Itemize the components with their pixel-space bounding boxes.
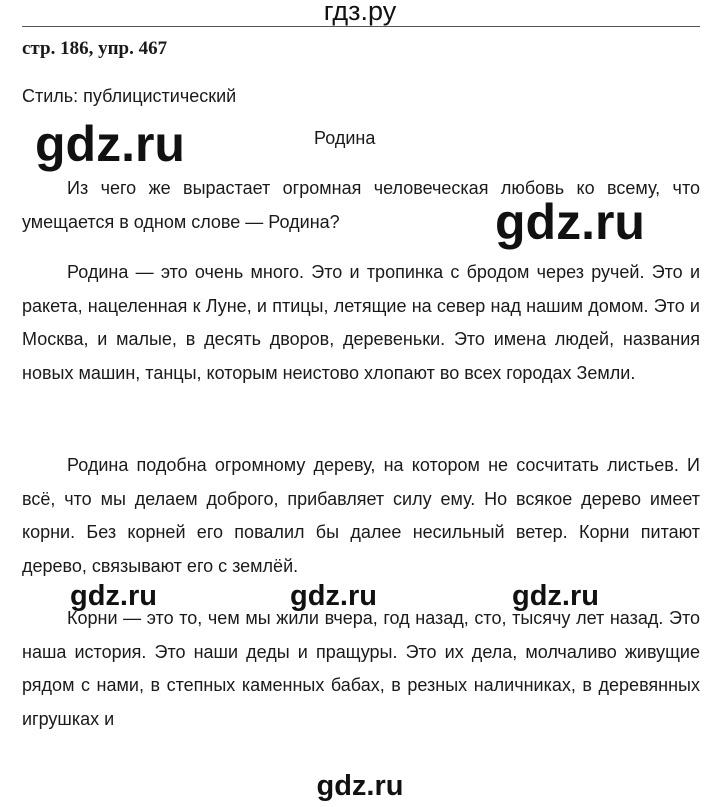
watermark: gdz.ru [495,194,645,250]
header-divider [22,26,700,27]
document-title: Родина [314,128,376,148]
site-title: гдз.ру [323,0,397,26]
paragraph-1: Из чего же вырастает огромная человеческая любовь ко всему, что умещается в одном слове — Родина? [22,178,700,232]
watermark: gdz.ru [35,116,185,172]
paragraph-3: Родина подобна огромному дереву, на котором не сосчитать листьев. И всё, что мы делаем доброго, прибавляет силу ему. Но всякое дерево имеет корни. Без корней его повалил бы далее несильный ветер. Корни питают дерево, связывают его с землёй. [22,455,700,576]
watermark: gdz.ru [70,580,157,612]
exercise-reference: стр. 186, упр. 467 [22,38,168,59]
footer-watermark: gdz.ru [316,770,404,802]
watermark: gdz.ru [290,580,377,612]
paragraph-4: Корни — это то, чем мы жили вчера, год назад, сто, тысячу лет назад. Это наша история. Это наши деды и пращуры. Это их дела, молчаливо живущие рядом с нами, в степных каменных бабах, в резных наличниках, в деревянных игрушках и [22,608,700,729]
page-header [0,0,720,28]
paragraph-2: Родина — это очень много. Это и тропинка с бродом через ручей. Это и ракета, нацеленная к Луне, и птицы, летящие на север над нашим домом. Это и Москва, и малые, в десять дворов, деревеньки. Это имена людей, названия новых машин, танцы, которым неистово хлопают во всех городах Земли. [22,262,700,383]
style-label: Стиль: публицистический [22,86,237,106]
watermark: gdz.ru [512,580,599,612]
